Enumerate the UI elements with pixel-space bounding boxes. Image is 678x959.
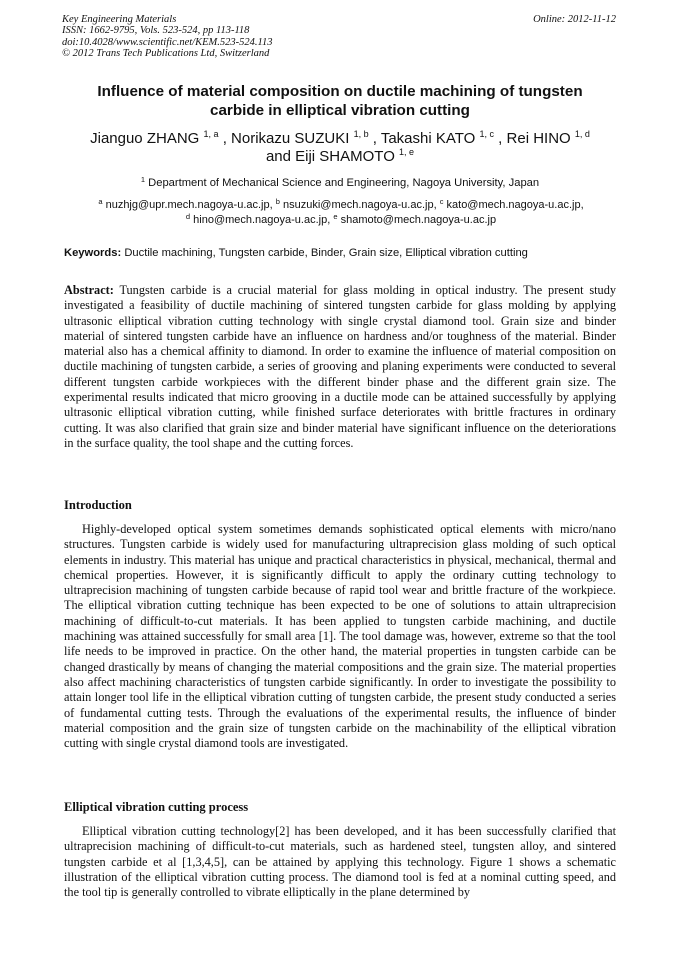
keywords-text: Ductile machining, Tungsten carbide, Binder, Grain size, Elliptical vibration cutting <box>124 247 528 259</box>
email-list: $^a$ nuzhjg@upr.mech.nagoya-u.ac.jp, $^b$ nsuzuki@mech.nagoya-u.ac.jp, $^c$ kato@mech.nagoya-u.ac.jp, $^d$ hino@mech.nagoya-u.ac.jp, $^e$ shamoto@mech.nagoya-u.ac.jp <box>98 197 584 226</box>
author-name: and Eiji SHAMOTO <box>265 148 395 165</box>
email-link[interactable]: kato@mech.nagoya-u.ac.jp <box>446 199 581 211</box>
author-affiliation-mark: 1, e <box>399 147 415 157</box>
elliptical-vibration-paragraph: Elliptical vibration cutting technology[2] has been developed, and it has been successfully clarified that ultraprecision machining of difficult-to-cut materials, such as hardened steel, tungsten alloy, and sintered tungsten carbide et al [1,3,4,5], can be attained by applying this technology. Figure 1 shows a schematic illustration of the elliptical vibration cutting process. The diamond tool is fed at a nominal cutting speed, and the tool tip is generally controlled to vibrate elliptically in the plane determined by <box>64 824 616 900</box>
keywords-label: Keywords: <box>64 247 122 259</box>
author-name: Rei HINO <box>506 130 571 147</box>
online-date: Online: 2012-11-12 <box>533 14 616 25</box>
author-name: Norikazu SUZUKI <box>231 130 350 147</box>
email-mark: e <box>333 211 338 221</box>
email-mark: a <box>98 197 103 206</box>
author-separator: , <box>498 130 507 147</box>
affiliation-mark: 1 <box>140 175 146 184</box>
email-link[interactable]: nuzhjg@upr.mech.nagoya-u.ac.jp <box>105 199 270 211</box>
section-heading-elliptical-vibration: Elliptical vibration cutting process <box>64 800 249 814</box>
author-separator: , <box>222 130 232 147</box>
author-affiliation-mark: 1, a <box>203 129 219 139</box>
author-affiliation-mark: 1, d <box>574 129 590 139</box>
journal-name: Key Engineering Materials <box>62 14 177 25</box>
email-mark: d <box>185 211 191 221</box>
email-link[interactable]: hino@mech.nagoya-u.ac.jp <box>193 213 328 226</box>
author-list <box>60 130 620 166</box>
journal-header <box>62 14 616 60</box>
keywords <box>64 246 619 260</box>
author-affiliation-mark: 1, b <box>353 129 369 139</box>
affiliation <box>60 176 620 190</box>
doi-line: doi:10.4028/www.scientific.net/KEM.523-524.113 <box>62 36 273 48</box>
affiliation-text: Department of Mechanical Science and Engineering, Nagoya University, Japan <box>148 177 540 189</box>
abstract <box>64 283 616 451</box>
abstract-text: Tungsten carbide is a crucial material for glass molding in optical industry. The present study investigated a feasibility of ductile machining of sintered tungsten carbide for glass molding by applying ultrasonic elliptical vibration cutting technology with single crystal diamond tool. Grain size and binder material of sintered tungsten carbide have an influence on hardness and/or toughness of the material. Binder material also has a chemical affinity to diamond. In order to examine the influence of material composition on ductile machining of tungsten carbide, a series of grooving and planing experiments were conducted to several different tungsten carbide workpieces with the different binder phase and the different grain size. The experimental results indicated that micro grooving in a ductile mode can be attained successfully by applying ultrasonic elliptical vibration cutting, while finished surface deteriorates with brittle fractures in ordinary cutting. It was also clarified that grain size and binder material have significant influence on the deteriorations in the surface quality, the tool shape and the cutting forces. <box>64 283 616 450</box>
paper-title: Influence of material composition on ductile machining of tungsten carbide in elliptical vibration cutting <box>97 83 583 119</box>
issn-line: ISSN: 1662-9795, Vols. 523-524, pp 113-118 <box>62 25 250 37</box>
author-separator: , <box>372 130 381 147</box>
email-link[interactable]: shamoto@mech.nagoya-u.ac.jp <box>340 213 497 226</box>
email-mark: c <box>439 197 444 206</box>
introduction-paragraph: Highly-developed optical system sometimes demands sophisticated optical elements with micro/nano structures. Tungsten carbide is widely used for manufacturing ultraprecision glass molding of such optical elements in industry. This material has unique and practical characteristics in physical, mechanical, thermal and chemical properties. However, it is significantly difficult to apply the ordinary cutting technology to ultraprecision machining of tungsten carbide because of rapid tool wear and brittle fracture of the workpiece. The elliptical vibration cutting technique has been expected to be one of solutions to attain ultraprecision machining of difficult-to-cut materials. It has been applied to tungsten carbide machining, and ductile machining was attained successfully for small area [1]. The tool damage was, however, extreme so that the tool life needs to be improved in practice. On the other hand, the material properties in tungsten carbide can be changed drastically by means of changing the material compositions and the grain size. The material properties also affect machining characteristics of tungsten carbide significantly. In order to investigate the possibility to attain longer tool life in the elliptical vibration cutting of tungsten carbide, the present study conducted a series of fundamental cutting tests. Through the evaluations of the experimental results, the influence of binder material composition and the grain size of tungsten carbide on the machinability of the elliptical vibration cutting with single crystal diamond tools are investigated. <box>64 522 616 751</box>
email-mark: b <box>275 197 280 206</box>
author-name: Takashi KATO <box>380 130 476 147</box>
author-affiliation-mark: 1, c <box>479 129 494 139</box>
section-heading-introduction: Introduction <box>64 498 132 512</box>
copyright-line: © 2012 Trans Tech Publications Ltd, Switzerland <box>62 48 270 60</box>
email-link[interactable]: nsuzuki@mech.nagoya-u.ac.jp <box>282 199 434 211</box>
abstract-label: Abstract: <box>64 283 114 297</box>
author-name: Jianguo ZHANG <box>90 130 200 147</box>
